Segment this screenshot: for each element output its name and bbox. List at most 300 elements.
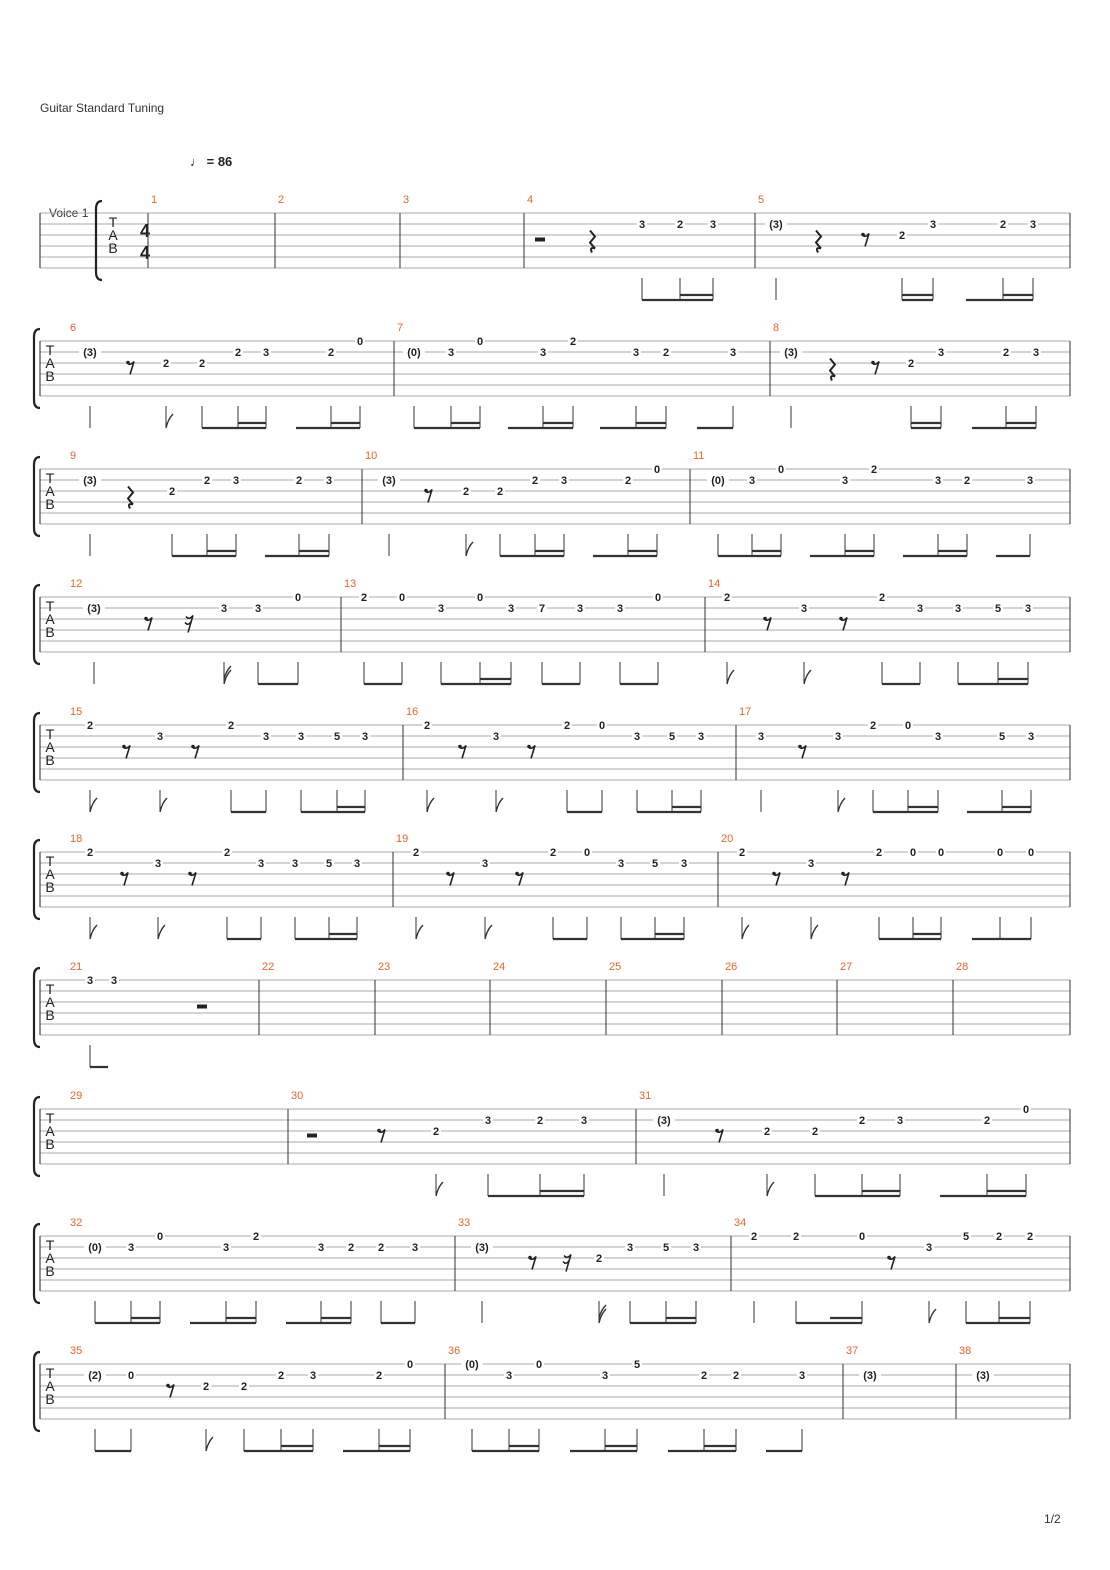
tab-clef-letter: T — [45, 1110, 55, 1126]
fret-number: 3 — [411, 1242, 419, 1254]
half-rest-icon — [197, 1005, 207, 1009]
fret-number: 3 — [1026, 475, 1034, 487]
quarter-note-icon: ♩ — [190, 154, 203, 169]
measure-number: 5 — [758, 194, 765, 206]
fret-number: 5 — [994, 603, 1002, 615]
fret-number: 2 — [624, 475, 632, 487]
note-flag — [838, 798, 845, 812]
measure-number: 14 — [708, 578, 721, 590]
staff-system — [34, 1217, 1070, 1323]
measure-number: 10 — [365, 450, 378, 462]
staff-system — [34, 961, 1070, 1067]
tab-clef-letter: A — [45, 355, 55, 371]
fret-number: 0 — [598, 720, 606, 732]
system-bracket — [34, 840, 40, 919]
tab-clef-letter: A — [45, 994, 55, 1010]
system-bracket — [34, 1097, 40, 1176]
fret-number: 2 — [240, 1381, 248, 1393]
quarter-rest-icon — [590, 231, 595, 253]
measure-number: 32 — [70, 1217, 83, 1229]
note-flag — [496, 798, 503, 812]
tab-clef-letter: A — [45, 866, 55, 882]
tab-clef-letter: B — [45, 368, 55, 384]
fret-number: (2) — [88, 1370, 102, 1382]
fret-number: (3) — [657, 1115, 671, 1127]
fret-number: 3 — [798, 1370, 806, 1382]
fret-number: 2 — [423, 720, 431, 732]
rest-dot — [191, 745, 195, 749]
rest-dot — [798, 745, 802, 749]
fret-number: 3 — [580, 1115, 588, 1127]
tab-clef-letter: T — [45, 726, 55, 742]
fret-number: 3 — [697, 731, 705, 743]
note-flag — [160, 798, 167, 812]
fret-number: 2 — [223, 847, 231, 859]
fret-number: 3 — [1032, 347, 1040, 359]
fret-number: 2 — [496, 486, 504, 498]
tab-clef-letter: T — [45, 1237, 55, 1253]
measure-number: 21 — [70, 961, 83, 973]
fret-number: 3 — [916, 603, 924, 615]
fret-number: 2 — [432, 1126, 440, 1138]
quarter-rest-icon — [816, 231, 821, 253]
fret-number: 0 — [996, 847, 1004, 859]
tab-clef-letter: A — [45, 483, 55, 499]
fret-number: 3 — [361, 731, 369, 743]
fret-number: 3 — [297, 731, 305, 743]
fret-number: 5 — [651, 858, 659, 870]
fret-number: 3 — [492, 731, 500, 743]
measure-number: 9 — [70, 450, 77, 462]
fret-number: (3) — [83, 475, 97, 487]
fret-number: 0 — [476, 336, 484, 348]
fret-number: 2 — [549, 847, 557, 859]
fret-number: 2 — [963, 475, 971, 487]
rest-dot — [715, 1129, 719, 1133]
fret-number: 2 — [999, 219, 1007, 231]
fret-number: (0) — [88, 1242, 102, 1254]
measure-number: 17 — [739, 706, 752, 718]
staff-system — [34, 833, 1070, 939]
tab-clef-letter: T — [45, 342, 55, 358]
fret-number: 2 — [86, 847, 94, 859]
half-rest-icon — [535, 238, 545, 242]
tab-clef-letter: B — [45, 496, 55, 512]
measure-number: 37 — [846, 1345, 859, 1357]
fret-number: 2 — [162, 358, 170, 370]
fret-number: 2 — [203, 475, 211, 487]
fret-number: 2 — [347, 1242, 355, 1254]
fret-number: 3 — [560, 475, 568, 487]
fret-number: 2 — [252, 1231, 260, 1243]
fret-number: 0 — [777, 464, 785, 476]
note-flag — [436, 1182, 443, 1196]
fret-number: 2 — [723, 592, 731, 604]
measure-number: 3 — [403, 194, 410, 206]
fret-number: 0 — [356, 336, 364, 348]
note-flag — [416, 925, 423, 939]
fret-number: 3 — [1029, 219, 1037, 231]
rest-dot — [839, 617, 843, 621]
tab-clef-letter: T — [108, 214, 118, 230]
fret-number: 3 — [484, 1115, 492, 1127]
fret-number: 2 — [983, 1115, 991, 1127]
tab-clef-letter: T — [45, 981, 55, 997]
fret-number: 3 — [748, 475, 756, 487]
note-flag — [804, 670, 811, 684]
rest-dot — [861, 233, 865, 237]
tab-clef-letter: B — [45, 1007, 55, 1023]
fret-number: 2 — [168, 486, 176, 498]
fret-number: 5 — [662, 1242, 670, 1254]
system-bracket — [34, 713, 40, 792]
quarter-rest-icon — [830, 359, 835, 381]
measure-number: 30 — [291, 1090, 304, 1102]
fret-number: 2 — [295, 475, 303, 487]
fret-number: 2 — [792, 1231, 800, 1243]
rest-dot — [887, 1256, 891, 1260]
fret-number: 0 — [1022, 1104, 1030, 1116]
tab-clef-letter: B — [45, 752, 55, 768]
measure-number: 6 — [70, 322, 77, 334]
fret-number: 3 — [481, 858, 489, 870]
fret-number: 3 — [232, 475, 240, 487]
fret-number: 3 — [447, 347, 455, 359]
measure-number: 38 — [959, 1345, 972, 1357]
tab-clef-letter: B — [45, 1136, 55, 1152]
rest-dot — [424, 489, 428, 493]
fret-number: 2 — [375, 1370, 383, 1382]
fret-number: 3 — [633, 731, 641, 743]
note-flag — [427, 798, 434, 812]
fret-number: 2 — [811, 1126, 819, 1138]
fret-number: 0 — [156, 1231, 164, 1243]
tab-clef-letter: A — [45, 1123, 55, 1139]
rest-dot — [458, 745, 462, 749]
staff-system — [34, 322, 1070, 428]
fret-number: 3 — [834, 731, 842, 743]
tab-clef-letter: A — [45, 611, 55, 627]
measure-number: 35 — [70, 1345, 83, 1357]
fret-number: 3 — [539, 347, 547, 359]
fret-number: 2 — [563, 720, 571, 732]
fret-number: 3 — [257, 858, 265, 870]
fret-number: 3 — [937, 347, 945, 359]
measure-number: 33 — [458, 1217, 471, 1229]
rest-dot — [515, 872, 519, 876]
time-signature-bottom: 4 — [139, 243, 151, 263]
staff-system — [34, 706, 1070, 812]
fret-number: 3 — [222, 1242, 230, 1254]
fret-number: (0) — [711, 475, 725, 487]
fret-number: (3) — [769, 219, 783, 231]
tempo-value: = 86 — [206, 154, 233, 169]
fret-number: 2 — [995, 1231, 1003, 1243]
time-signature-top: 4 — [139, 221, 151, 241]
measure-number: 24 — [493, 961, 506, 973]
fret-number: 2 — [360, 592, 368, 604]
fret-number: 3 — [896, 1115, 904, 1127]
fret-number: 2 — [377, 1242, 385, 1254]
measure-number: 29 — [70, 1090, 83, 1102]
fret-number: 3 — [220, 603, 228, 615]
fret-number: 3 — [156, 731, 164, 743]
fret-number: 7 — [538, 603, 546, 615]
tab-clef-letter: B — [45, 1391, 55, 1407]
fret-number: 0 — [398, 592, 406, 604]
rest-dot — [772, 872, 776, 876]
fret-number: 2 — [898, 230, 906, 242]
fret-number: 3 — [154, 858, 162, 870]
fret-number: (3) — [83, 347, 97, 359]
note-flag — [727, 670, 734, 684]
fret-number: 3 — [325, 475, 333, 487]
rest-dot — [126, 361, 130, 365]
fret-number: 3 — [309, 1370, 317, 1382]
tab-clef-letter: A — [45, 1378, 55, 1394]
fret-number: 2 — [595, 1253, 603, 1265]
fret-number: 3 — [934, 731, 942, 743]
note-flag — [811, 925, 818, 939]
fret-number: 3 — [1024, 603, 1032, 615]
voice-label: Voice 1 — [49, 206, 89, 220]
measure-number: 25 — [609, 961, 622, 973]
fret-number: 0 — [127, 1370, 135, 1382]
rest-dot — [528, 1256, 532, 1260]
fret-number: 3 — [353, 858, 361, 870]
fret-number: 2 — [531, 475, 539, 487]
staff-system — [34, 450, 1070, 556]
fret-number: 2 — [676, 219, 684, 231]
fret-number: 2 — [907, 358, 915, 370]
note-flag — [767, 1182, 774, 1196]
fret-number: 2 — [1002, 347, 1010, 359]
fret-number: 3 — [291, 858, 299, 870]
fret-number: 3 — [127, 1242, 135, 1254]
rest-dot — [871, 361, 875, 365]
system-bracket — [34, 1224, 40, 1303]
fret-number: 0 — [294, 592, 302, 604]
fret-number: 0 — [535, 1359, 543, 1371]
fret-number: 0 — [406, 1359, 414, 1371]
fret-number: (3) — [382, 475, 396, 487]
fret-number: 3 — [680, 858, 688, 870]
rest-dot — [122, 745, 126, 749]
rest-dot — [144, 617, 148, 621]
system-bracket — [34, 585, 40, 664]
fret-number: 2 — [870, 464, 878, 476]
measure-number: 16 — [406, 706, 419, 718]
tab-clef-letter: T — [45, 1365, 55, 1381]
measure-number: 18 — [70, 833, 83, 845]
fret-number: 2 — [412, 847, 420, 859]
fret-number: (0) — [465, 1359, 479, 1371]
fret-number: 3 — [616, 603, 624, 615]
fret-number: 0 — [654, 592, 662, 604]
staff-system — [34, 1090, 1070, 1196]
rest-dot — [841, 872, 845, 876]
system-bracket — [34, 1352, 40, 1431]
fret-number: 3 — [1027, 731, 1035, 743]
fret-number: 3 — [807, 858, 815, 870]
fret-number: 2 — [875, 847, 883, 859]
fret-number: 3 — [729, 347, 737, 359]
tab-clef-letter: T — [45, 470, 55, 486]
note-flag — [90, 925, 97, 939]
fret-number: 0 — [937, 847, 945, 859]
note-flag — [485, 925, 492, 939]
tab-clef-letter: B — [108, 240, 118, 256]
fret-number: 2 — [227, 720, 235, 732]
fret-number: (3) — [863, 1370, 877, 1382]
fret-number: 2 — [234, 347, 242, 359]
fret-number: (3) — [475, 1242, 489, 1254]
fret-number: 2 — [198, 358, 206, 370]
measure-number: 12 — [70, 578, 83, 590]
system-bracket — [34, 329, 40, 408]
measure-number: 23 — [378, 961, 391, 973]
measure-number: 26 — [725, 961, 738, 973]
note-flag — [466, 542, 473, 556]
fret-number: 3 — [934, 475, 942, 487]
fret-number: 2 — [462, 486, 470, 498]
rest-dot — [527, 745, 531, 749]
fret-number: 3 — [925, 1242, 933, 1254]
page-number: 1/2 — [1044, 1512, 1061, 1526]
fret-number: 3 — [841, 475, 849, 487]
fret-number: 2 — [569, 336, 577, 348]
measure-number: 31 — [639, 1090, 652, 1102]
fret-number: 3 — [929, 219, 937, 231]
fret-number: 2 — [202, 1381, 210, 1393]
fret-number: 2 — [536, 1115, 544, 1127]
fret-number: 3 — [709, 219, 717, 231]
measure-number: 4 — [527, 194, 534, 206]
fret-number: 0 — [904, 720, 912, 732]
tab-clef-letter: A — [45, 1250, 55, 1266]
fret-number: 5 — [633, 1359, 641, 1371]
fret-number: 5 — [325, 858, 333, 870]
fret-number: 0 — [583, 847, 591, 859]
tab-clef-letter: B — [45, 1263, 55, 1279]
measure-number: 7 — [397, 322, 404, 334]
fret-number: 3 — [254, 603, 262, 615]
fret-number: 2 — [869, 720, 877, 732]
note-flag — [158, 925, 165, 939]
fret-number: 2 — [700, 1370, 708, 1382]
fret-number: 3 — [800, 603, 808, 615]
measure-number: 28 — [956, 961, 969, 973]
rest-dot — [188, 872, 192, 876]
fret-number: 3 — [262, 347, 270, 359]
fret-number: 0 — [653, 464, 661, 476]
note-flag — [90, 798, 97, 812]
fret-number: 3 — [317, 1242, 325, 1254]
note-flag — [224, 666, 231, 679]
fret-number: 3 — [692, 1242, 700, 1254]
tuning-label: Guitar Standard Tuning — [40, 101, 165, 115]
fret-number: 3 — [638, 219, 646, 231]
measure-number: 1 — [151, 194, 158, 206]
fret-number: 3 — [626, 1242, 634, 1254]
system-bracket — [34, 457, 40, 536]
tab-clef-letter: T — [45, 853, 55, 869]
fret-number: 2 — [662, 347, 670, 359]
fret-number: (0) — [407, 347, 421, 359]
measure-number: 36 — [448, 1345, 461, 1357]
fret-number: 3 — [757, 731, 765, 743]
measure-number: 27 — [840, 961, 853, 973]
note-flag — [166, 414, 173, 428]
fret-number: 3 — [507, 603, 515, 615]
fret-number: 3 — [437, 603, 445, 615]
measure-number: 19 — [396, 833, 409, 845]
measure-number: 15 — [70, 706, 83, 718]
fret-number: (3) — [784, 347, 798, 359]
fret-number: 3 — [505, 1370, 513, 1382]
fret-number: 5 — [962, 1231, 970, 1243]
staff-system — [34, 1345, 1070, 1451]
fret-number: (3) — [87, 603, 101, 615]
fret-number: 0 — [858, 1231, 866, 1243]
measure-number: 13 — [344, 578, 357, 590]
fret-number: 2 — [86, 720, 94, 732]
staff-system — [34, 578, 1070, 684]
fret-number: 2 — [878, 592, 886, 604]
note-flag — [742, 925, 749, 939]
rest-dot — [166, 1384, 170, 1388]
fret-number: 2 — [1026, 1231, 1034, 1243]
fret-number: 3 — [601, 1370, 609, 1382]
fret-number: 2 — [277, 1370, 285, 1382]
tab-clef-letter: B — [45, 624, 55, 640]
measure-number: 22 — [262, 961, 275, 973]
fret-number: 5 — [998, 731, 1006, 743]
measure-number: 20 — [721, 833, 734, 845]
fret-number: 0 — [909, 847, 917, 859]
half-rest-icon — [307, 1134, 317, 1138]
fret-number: 0 — [476, 592, 484, 604]
measure-number: 8 — [773, 322, 780, 334]
quarter-rest-icon — [128, 487, 133, 509]
rest-dot — [377, 1129, 381, 1133]
staff-system — [40, 194, 1070, 300]
fret-number: 2 — [732, 1370, 740, 1382]
fret-number: 3 — [110, 975, 118, 987]
fret-number: 3 — [86, 975, 94, 987]
rest-dot — [120, 872, 124, 876]
fret-number: 5 — [668, 731, 676, 743]
fret-number: 3 — [632, 347, 640, 359]
note-flag — [206, 1437, 213, 1451]
tab-clef-letter: A — [45, 739, 55, 755]
note-flag — [929, 1309, 936, 1323]
fret-number: (3) — [976, 1370, 990, 1382]
fret-number: 3 — [954, 603, 962, 615]
rest-dot — [446, 872, 450, 876]
tab-clef-letter: A — [108, 227, 118, 243]
system-bracket — [34, 968, 40, 1047]
measure-number: 2 — [278, 194, 285, 206]
measure-number: 11 — [693, 450, 705, 462]
fret-number: 2 — [763, 1126, 771, 1138]
rest-dot — [763, 617, 767, 621]
tab-clef-letter: B — [45, 879, 55, 895]
fret-number: 2 — [750, 1231, 758, 1243]
tab-clef-letter: T — [45, 598, 55, 614]
note-flag — [599, 1305, 606, 1318]
fret-number: 2 — [327, 347, 335, 359]
